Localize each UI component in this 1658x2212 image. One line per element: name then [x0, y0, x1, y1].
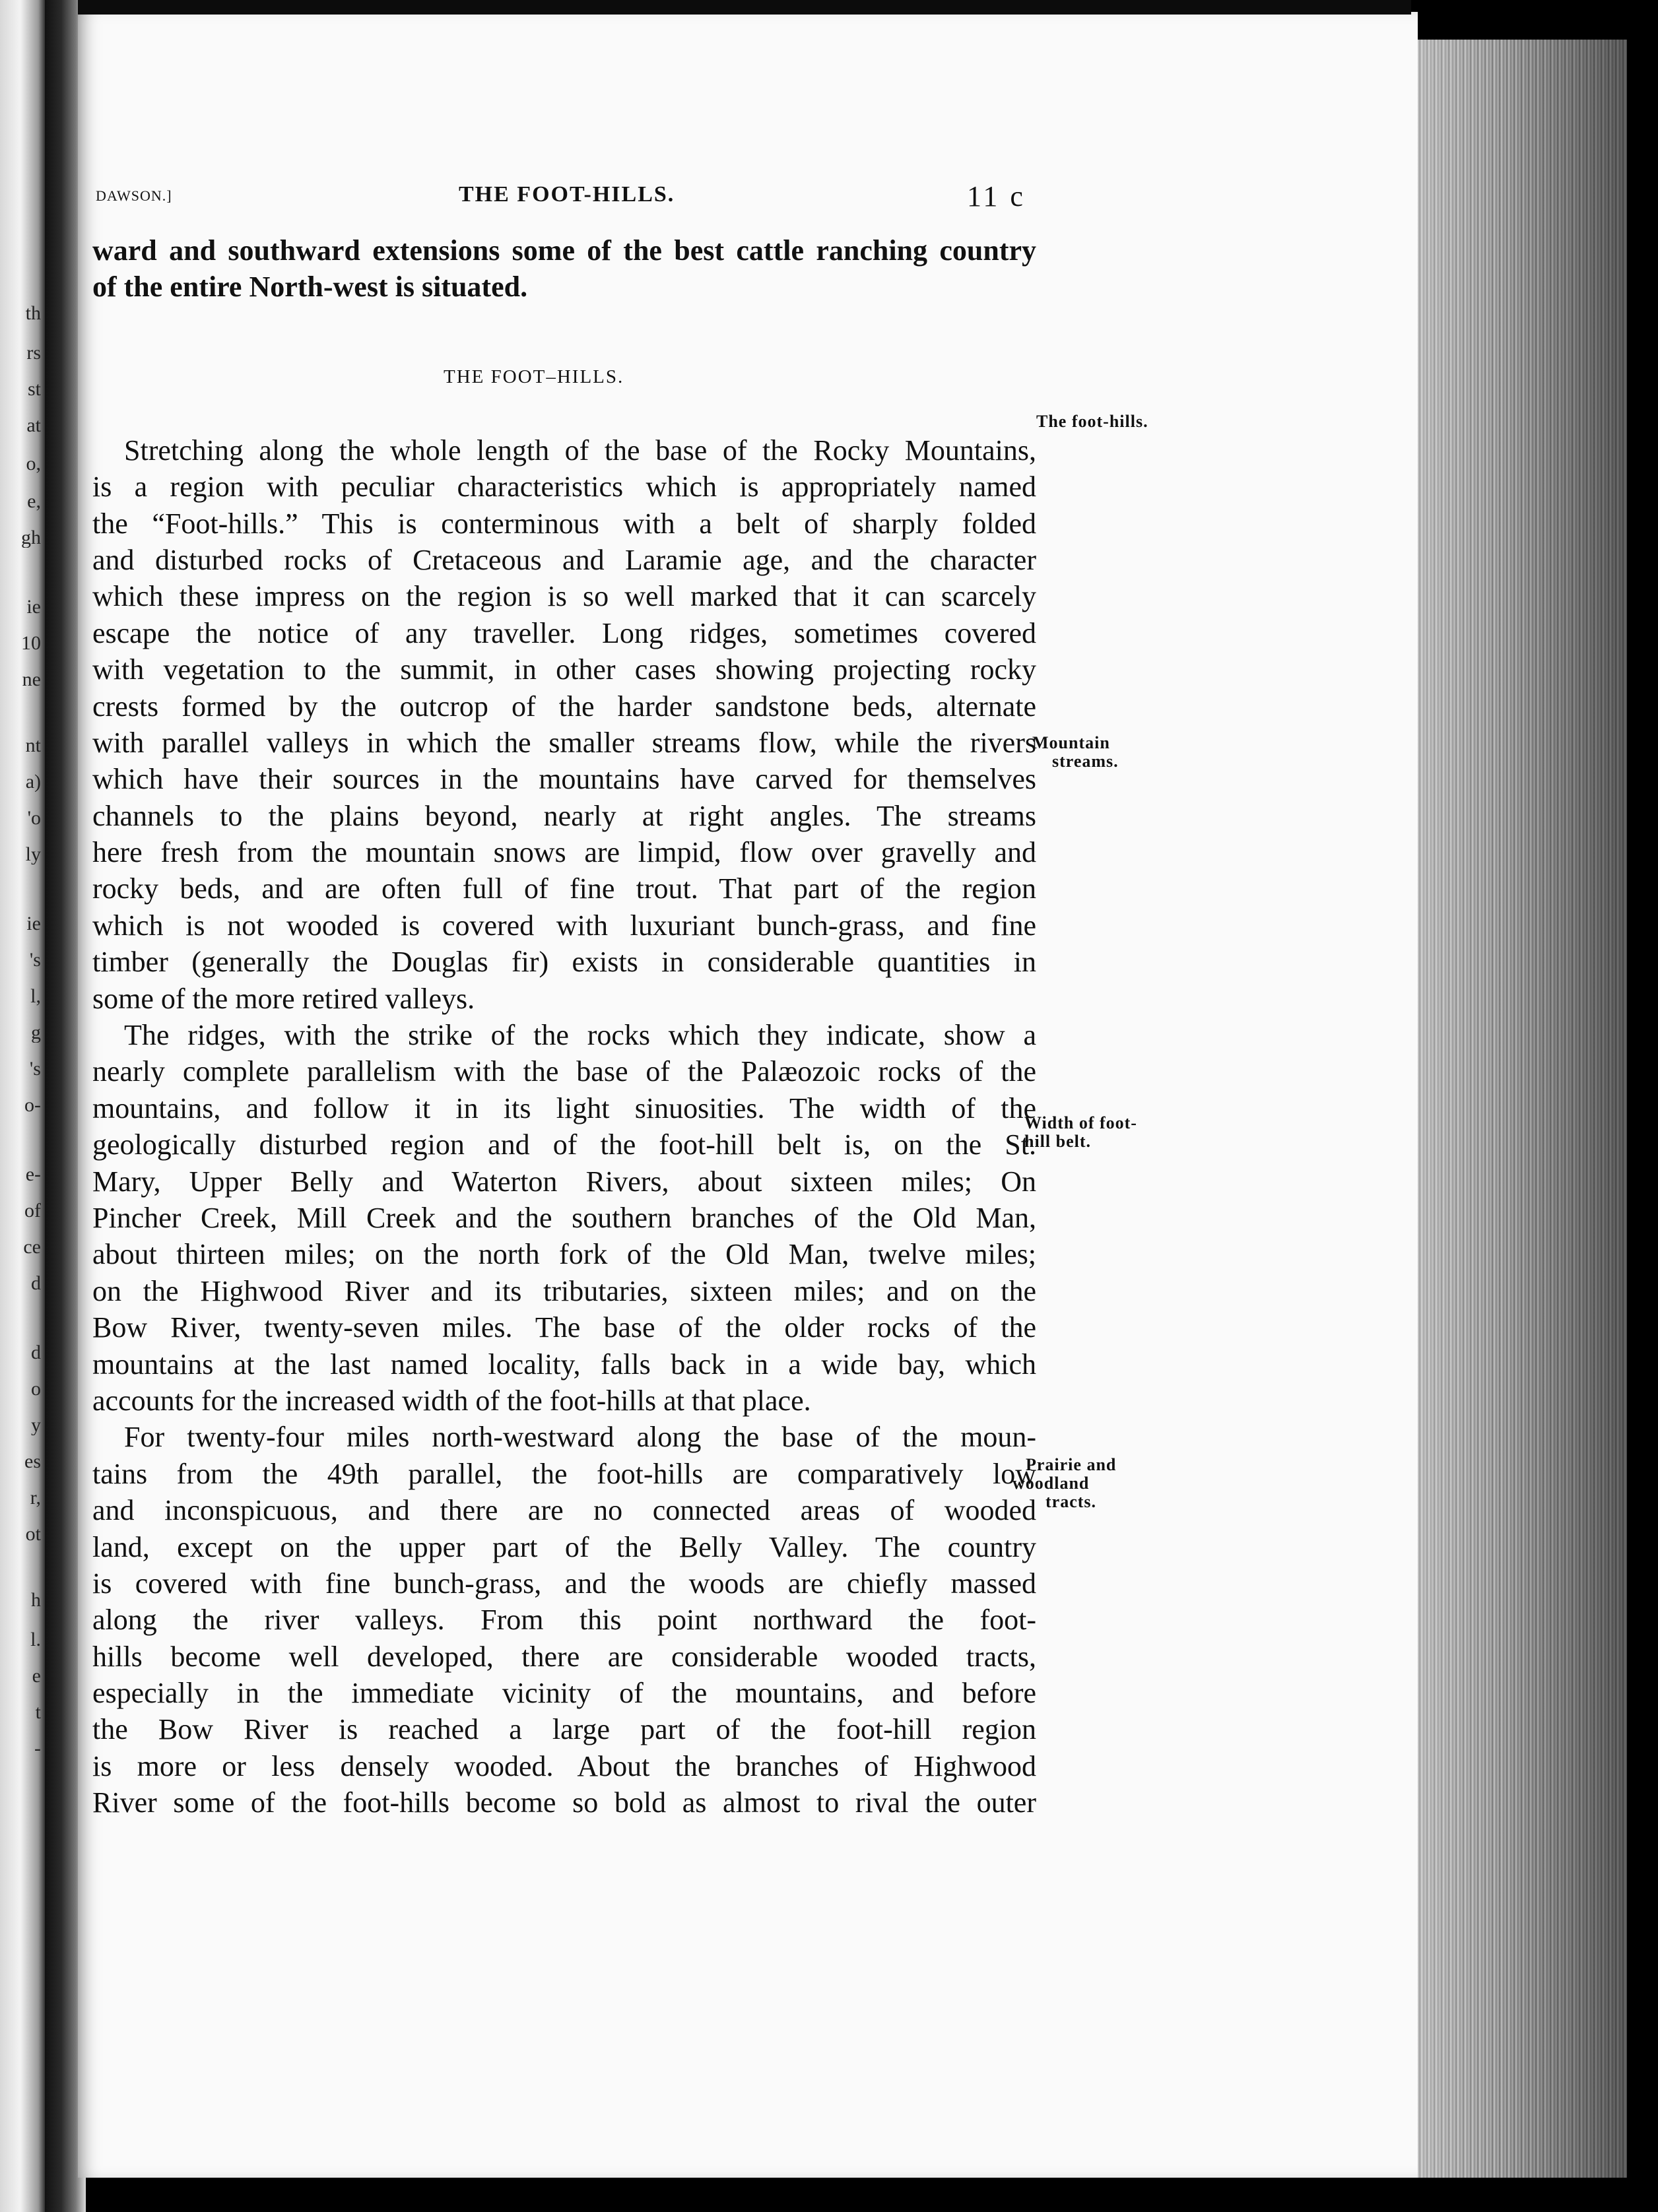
left-page-fragment: ie — [26, 914, 41, 934]
left-page-fragment: d — [31, 1343, 41, 1363]
left-page-fragment: gh — [21, 528, 41, 548]
sidenote-line: woodland — [1012, 1474, 1090, 1493]
text-line: along the river valleys. From this point northward the foot- — [92, 1604, 1036, 1637]
author-tag: DAWSON.] — [96, 187, 172, 204]
text-line: and disturbed rocks of Cretaceous and Laramie age, and the character — [92, 543, 1036, 576]
left-page-edge — [0, 0, 45, 2212]
left-page-fragment: 'o — [27, 808, 41, 828]
section-heading: THE FOOT–HILLS. — [444, 366, 624, 387]
text-line: and inconspicuous, and there are no connected areas of wooded — [92, 1494, 1036, 1527]
page-edges — [1409, 40, 1627, 2178]
text-line: hills become well developed, there are considerable wooded tracts, — [92, 1640, 1036, 1673]
left-page-fragment: l. — [30, 1630, 41, 1650]
body-text — [92, 232, 1036, 1821]
text-line: some of the more retired valleys. — [92, 982, 475, 1015]
text-line: with parallel valleys in which the smaller streams flow, while the rivers — [92, 726, 1036, 759]
sidenote-line: hill belt. — [1024, 1132, 1092, 1151]
left-page-fragment: 10 — [21, 634, 41, 653]
text-line: which is not wooded is covered with luxuriant bunch-grass, and fine — [92, 909, 1036, 942]
text-line: crests formed by the outcrop of the harder sandstone beds, alternate — [92, 690, 1036, 723]
page-number: 11 c — [967, 180, 1026, 212]
text-line: the “Foot-hills.” This is conterminous with a belt of sharply folded — [92, 507, 1036, 540]
text-line: is covered with fine bunch-grass, and the woods are chiefly massed — [92, 1567, 1036, 1600]
left-page-fragment: th — [25, 304, 41, 323]
sidenote-line: Width of foot- — [1024, 1113, 1137, 1132]
text-line: with vegetation to the summit, in other cases showing projecting rocky — [92, 653, 1036, 686]
text-line: which have their sources in the mountains have carved for themselves — [92, 763, 1036, 796]
sidenote-width-of-foot-hill-belt — [1024, 1114, 1137, 1151]
left-page-fragment: d — [31, 1274, 41, 1293]
left-page-fragment: l, — [30, 987, 41, 1006]
text-line: River some of the foot-hills become so bold as almost to rival the outer — [92, 1786, 1036, 1819]
left-page-fragment: rs — [26, 343, 41, 363]
text-line: about thirteen miles; on the north fork of the Old Man, twelve miles; — [92, 1238, 1036, 1271]
text-line: accounts for the increased width of the foot-hills at that place. — [92, 1384, 811, 1417]
sidenote-line: streams. — [1052, 752, 1119, 771]
left-page-fragment: a) — [25, 772, 41, 792]
left-page-fragment: st — [27, 379, 41, 399]
left-page-fragment: ie — [26, 597, 41, 617]
text-line: of the entire North-west is situated. — [92, 271, 528, 304]
text-line: Stretching along the whole length of the base of the Rocky Mountains, — [124, 434, 1036, 467]
text-line: is more or less densely wooded. About the branches of Highwood — [92, 1749, 1036, 1782]
left-page-fragment: g — [31, 1023, 41, 1043]
text-line: For twenty-four miles north-westward along the base of the moun- — [124, 1421, 1036, 1454]
left-page-fragment: h — [31, 1590, 41, 1610]
text-line: Pincher Creek, Mill Creek and the southern branches of the Old Man, — [92, 1201, 1036, 1234]
left-page-fragment: e — [32, 1666, 41, 1686]
text-line: ward and southward extensions some of the best cattle ranching country — [92, 234, 1036, 267]
sidenote-line: tracts. — [1045, 1492, 1097, 1511]
text-line: geologically disturbed region and of the foot-hill belt is, on the St. — [92, 1128, 1036, 1161]
left-page-fragment: 's — [29, 1059, 41, 1079]
top-edge — [78, 0, 1411, 15]
text-line: tains from the 49th parallel, the foot-hills are comparatively low — [92, 1457, 1036, 1490]
text-line: nearly complete parallelism with the base of the Palæozoic rocks of the — [92, 1055, 1036, 1088]
text-line: escape the notice of any traveller. Long ridges, sometimes covered — [92, 616, 1036, 649]
sidenote-line: The foot-hills. — [1036, 412, 1148, 431]
text-line: mountains at the last named locality, falls back in a wide bay, which — [92, 1348, 1036, 1381]
left-page-fragment: r, — [30, 1488, 41, 1508]
text-line: which these impress on the region is so well marked that it can scarcely — [92, 580, 1036, 613]
text-line: The ridges, with the strike of the rocks which they indicate, show a — [124, 1019, 1036, 1052]
running-header — [96, 179, 1033, 219]
text-line: rocky beds, and are often full of fine trout. That part of the region — [92, 872, 1036, 905]
text-line: on the Highwood River and its tributaries, sixteen miles; and on the — [92, 1274, 1036, 1307]
left-page-fragment: 's — [29, 950, 41, 970]
sidenote-mountain-streams — [1032, 734, 1119, 771]
running-title: THE FOOT-HILLS. — [459, 182, 675, 207]
text-line: Mary, Upper Belly and Waterton Rivers, about sixteen miles; On — [92, 1165, 1036, 1198]
sidenote-prairie-and-woodland — [1012, 1456, 1116, 1511]
left-page-fragment: of — [24, 1201, 41, 1221]
left-page-fragment: ly — [25, 845, 41, 864]
left-page-fragment: o — [31, 1379, 41, 1399]
left-page-fragment: - — [34, 1739, 41, 1759]
left-page-fragment: at — [26, 416, 41, 436]
text-line: timber (generally the Douglas fir) exists in considerable quantities in — [92, 946, 1036, 979]
left-page-fragment: o, — [26, 454, 41, 474]
text-line: Bow River, twenty-seven miles. The base of the older rocks of the — [92, 1311, 1036, 1344]
left-page-fragment: ne — [22, 670, 41, 690]
left-page-fragment: y — [31, 1415, 41, 1435]
left-page-fragment: es — [24, 1452, 41, 1472]
text-line: especially in the immediate vicinity of the mountains, and before — [92, 1677, 1036, 1710]
left-page-fragment: o- — [24, 1095, 41, 1115]
sidenote-line: Mountain — [1032, 733, 1110, 752]
sidenote-line: Prairie and — [1026, 1455, 1117, 1474]
left-page-fragment: nt — [25, 736, 41, 756]
left-page-fragment: e- — [25, 1165, 41, 1185]
sidenote-foot-hills — [1036, 412, 1148, 431]
left-page-text-fragments — [1, 0, 41, 2212]
left-page-fragment: ot — [25, 1524, 41, 1544]
text-line: here fresh from the mountain snows are limpid, flow over gravelly and — [92, 836, 1036, 869]
text-line: land, except on the upper part of the Belly Valley. The country — [92, 1530, 1036, 1563]
left-page-fragment: ce — [23, 1237, 41, 1257]
text-line: the Bow River is reached a large part of the foot-hill region — [92, 1713, 1036, 1746]
left-page-fragment: t — [35, 1703, 41, 1722]
text-line: is a region with peculiar characteristics which is appropriately named — [92, 471, 1036, 504]
left-page-fragment: e, — [27, 492, 41, 511]
text-line: channels to the plains beyond, nearly at right angles. The streams — [92, 799, 1036, 832]
text-line: mountains, and follow it in its light sinuosities. The width of the — [92, 1091, 1036, 1124]
